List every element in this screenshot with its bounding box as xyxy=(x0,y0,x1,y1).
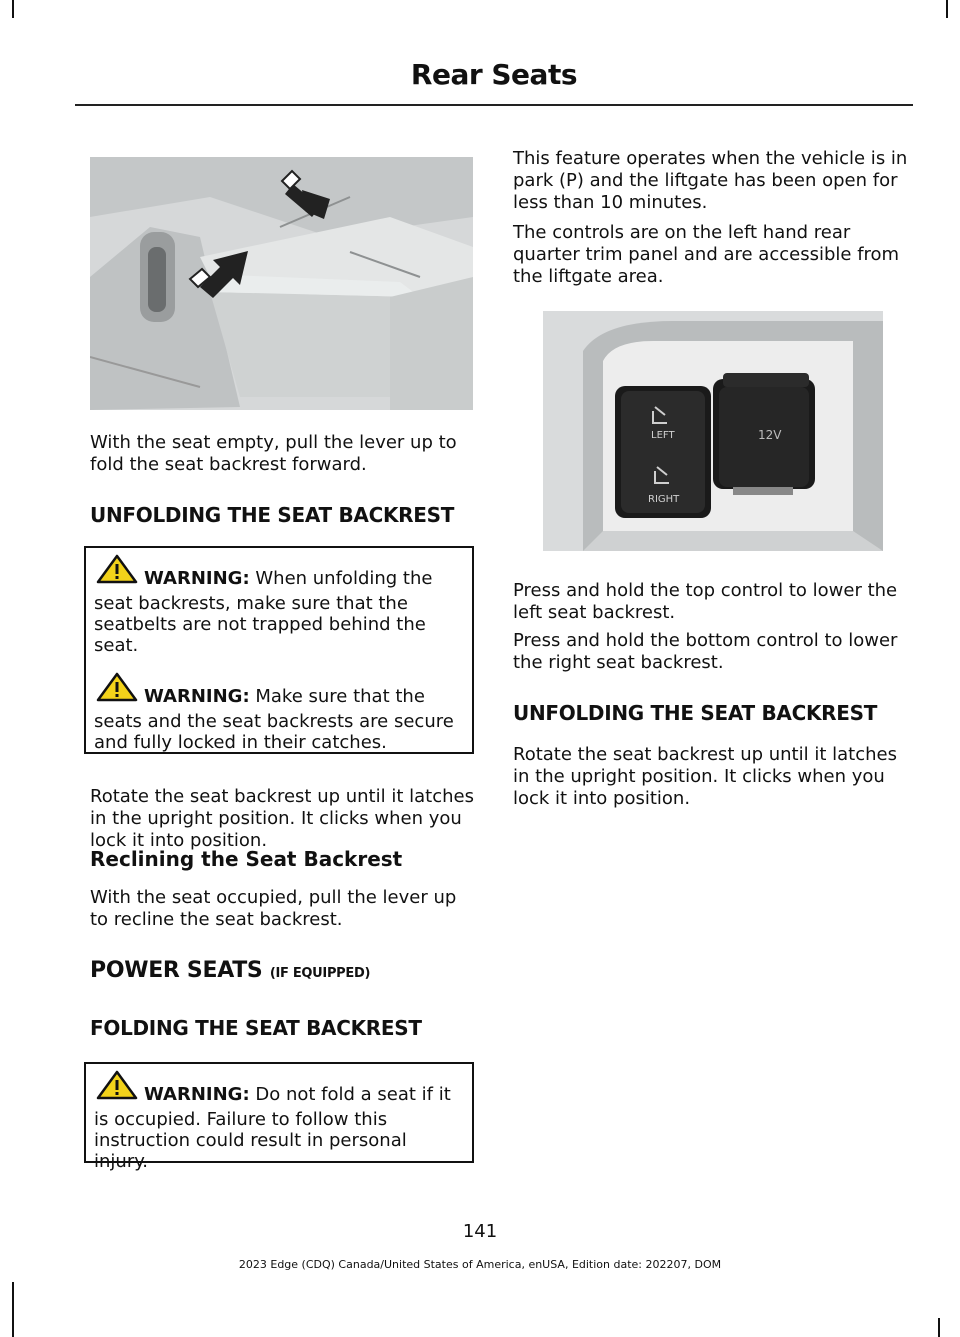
warning-seatbelts xyxy=(94,558,464,656)
switch-label-right: RIGHT xyxy=(648,494,680,505)
page-number: 141 xyxy=(462,1221,498,1242)
warning-label: WARNING: xyxy=(144,686,250,707)
warning-triangle-icon xyxy=(94,676,144,711)
edition-info: 2023 Edge (CDQ) Canada/United States of America, enUSA, Edition date: 202207, DOM xyxy=(238,1258,722,1271)
warning-text: Do not fold a seat if it is occupied. Failure to follow this instruction could result in personal injury. xyxy=(94,1084,451,1172)
warning-do-not-fold xyxy=(94,1074,464,1172)
bottom-control-text: Press and hold the bottom control to lower the right seat backrest. xyxy=(513,630,898,673)
heading-unfolding-right: UNFOLDING THE SEAT BACKREST xyxy=(513,701,878,725)
corner-mark-top-right xyxy=(946,0,948,18)
controls-location-text: The controls are on the left hand rear quarter trim panel and are accessible from the liftgate area. xyxy=(513,222,900,287)
warning-label: WARNING: xyxy=(144,1084,250,1105)
header-rule xyxy=(75,104,913,106)
power-seat-controls-illustration xyxy=(543,311,883,551)
power-outlet-label: 12V xyxy=(758,428,782,442)
page-title: Rear Seats xyxy=(410,58,577,91)
heading-power-seats xyxy=(90,958,370,983)
warning-box-folding xyxy=(84,1062,474,1172)
warning-seats-locked xyxy=(94,676,464,753)
warning-box-unfolding xyxy=(84,546,474,754)
power-seats-title: POWER SEATS xyxy=(90,958,263,983)
corner-mark-top-left xyxy=(12,0,14,18)
corner-mark-bottom-left xyxy=(12,1282,14,1337)
rear-seat-lever-illustration xyxy=(90,157,473,410)
feature-operation-text: This feature operates when the vehicle is in park (P) and the liftgate has been open for less than 10 minutes. xyxy=(513,148,908,213)
warning-triangle-icon xyxy=(94,558,144,593)
rotate-instruction-left: Rotate the seat backrest up until it latches in the upright position. It clicks when you lock it into position. xyxy=(90,786,474,851)
warning-label: WARNING: xyxy=(144,568,250,589)
if-equipped-note: (IF EQUIPPED) xyxy=(269,966,371,981)
heading-reclining: Reclining the Seat Backrest xyxy=(90,847,403,871)
corner-mark-bottom-right xyxy=(938,1318,940,1337)
fold-caption: With the seat empty, pull the lever up to fold the seat backrest forward. xyxy=(90,432,457,475)
switch-label-left: LEFT xyxy=(651,430,675,441)
heading-unfolding-left: UNFOLDING THE SEAT BACKREST xyxy=(90,503,455,527)
recline-instruction: With the seat occupied, pull the lever up to recline the seat backrest. xyxy=(90,887,457,930)
rotate-instruction-right: Rotate the seat backrest up until it latches in the upright position. It clicks when you lock it into position. xyxy=(513,744,897,809)
heading-folding: FOLDING THE SEAT BACKREST xyxy=(90,1016,422,1040)
warning-text: Make sure that the seats and the seat backrests are secure and fully locked in their catches. xyxy=(94,686,454,753)
warning-triangle-icon xyxy=(94,1074,144,1109)
top-control-text: Press and hold the top control to lower the left seat backrest. xyxy=(513,580,898,623)
warning-text: When unfolding the seat backrests, make sure that the seatbelts are not trapped behind the seat. xyxy=(94,568,433,656)
